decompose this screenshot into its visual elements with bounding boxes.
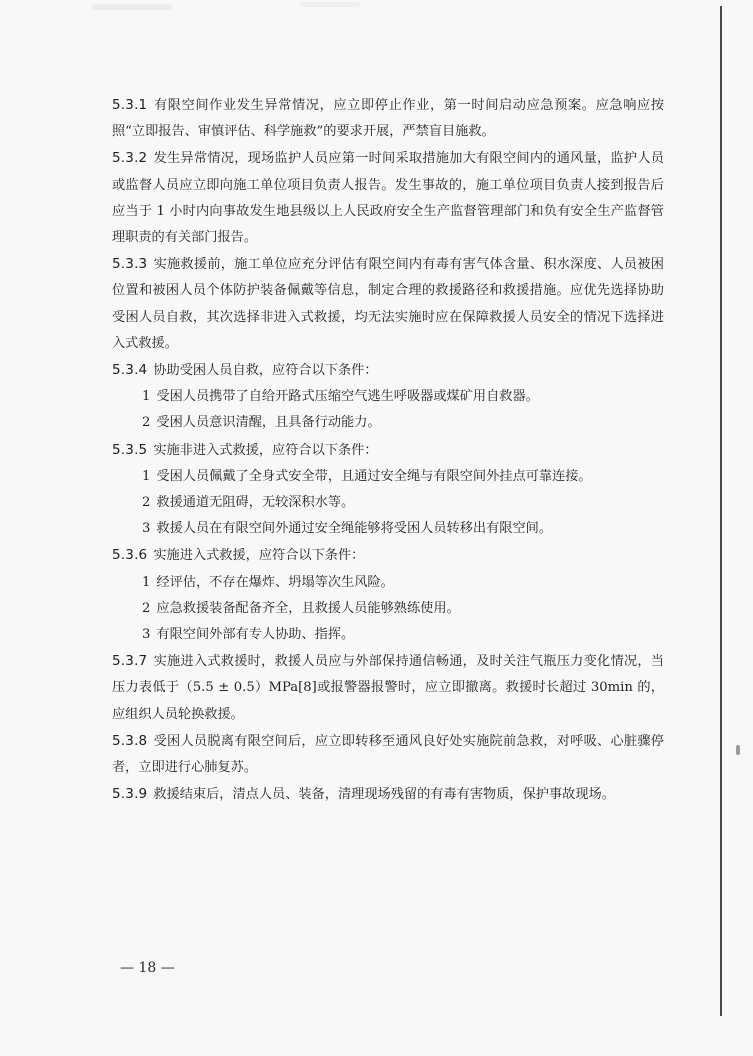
- item-text: 救援人员在有限空间外通过安全绳能够将受困人员转移出有限空间。: [156, 521, 553, 537]
- item-text: 受困人员意识清醒，且具备行动能力。: [156, 415, 381, 431]
- section-text: 实施救援前，施工单位应充分评估有限空间内有毒有害气体含量、积水深度、人员被困位置和被困人员个体防护装备佩戴等信息，制定合理的救援路径和救援措施。应优先选择协助受困人员自救，其次选择非进入式救援，均无法实施时应在保障救援人员安全的情况下选择进入式救援。: [112, 257, 664, 351]
- section-number: 5.3.1: [112, 97, 148, 113]
- scan-artifact: [92, 4, 172, 10]
- section-text: 受困人员脱离有限空间后，应立即转移至通风良好处实施院前急救，对呼吸、心脏骤停者，立即进行心肺复苏。: [112, 733, 664, 776]
- page-edge-line: [720, 6, 722, 1016]
- section-text: 发生异常情况，现场监护人员应第一时间采取措施加大有限空间内的通风量，监护人员或监督人员应立即向施工单位项目负责人报告。发生事故的，施工单位项目负责人接到报告后应当于 1 小时内向事故发生地县级以上人民政府安全生产监督管理部门和负有安全生产监督管理职责的有关部门报告。: [112, 151, 664, 246]
- section-number: 5.3.4: [112, 362, 148, 379]
- item-number: 2: [142, 600, 151, 616]
- section-number: 5.3.2: [112, 150, 148, 167]
- item-number: 3: [142, 521, 151, 537]
- section-5-3-4: [112, 357, 664, 384]
- list-item: [112, 490, 664, 516]
- item-number: 3: [142, 627, 151, 643]
- section-5-3-3: [112, 251, 664, 357]
- section-text: 协助受困人员自救，应符合以下条件：: [153, 363, 378, 379]
- document-body: [112, 92, 664, 808]
- item-text: 救援通道无阻碍，无较深积水等。: [156, 495, 355, 511]
- section-5-3-7: [112, 648, 664, 728]
- section-number: 5.3.9: [112, 786, 148, 803]
- item-number: 1: [142, 468, 151, 484]
- item-text: 受困人员携带了自给开路式压缩空气逃生呼吸器或煤矿用自救器。: [156, 389, 539, 405]
- section-text: 救援结束后，清点人员、装备，清理现场残留的有毒有害物质，保护事故现场。: [153, 787, 615, 803]
- scan-artifact: [300, 2, 360, 7]
- section-number: 5.3.5: [112, 441, 148, 458]
- item-text: 受困人员佩戴了全身式安全带，且通过安全绳与有限空间外挂点可靠连接。: [156, 468, 592, 484]
- item-text: 应急救援装备配备齐全，且救援人员能够熟练使用。: [156, 600, 460, 616]
- section-number: 5.3.3: [112, 256, 148, 273]
- list-item: [112, 384, 664, 410]
- section-5-3-8: [112, 728, 664, 781]
- item-number: 2: [142, 495, 151, 511]
- section-5-3-6: [112, 542, 664, 569]
- section-text: 有限空间作业发生异常情况，应立即停止作业，第一时间启动应急预案。应急响应按照“立即报告、审慎评估、科学施救”的要求开展，严禁盲目施救。: [112, 98, 664, 140]
- list-item: [112, 596, 664, 622]
- item-text: 经评估，不存在爆炸、坍塌等次生风险。: [156, 574, 394, 590]
- section-number: 5.3.7: [112, 653, 148, 670]
- section-5-3-2: [112, 145, 664, 251]
- item-number: 1: [142, 389, 151, 405]
- list-item: [112, 464, 664, 490]
- section-text: 实施进入式救援，应符合以下条件：: [153, 548, 365, 564]
- item-number: 1: [142, 574, 151, 590]
- section-number: 5.3.8: [112, 732, 148, 749]
- list-item: [112, 622, 664, 648]
- list-item: [112, 410, 664, 436]
- section-text: 实施非进入式救援，应符合以下条件：: [153, 442, 378, 458]
- section-5-3-5: [112, 437, 664, 464]
- section-5-3-9: [112, 781, 664, 808]
- page-number: — 18 —: [120, 960, 175, 976]
- item-number: 2: [142, 415, 151, 431]
- item-text: 有限空间外部有专人协助、指挥。: [156, 627, 355, 643]
- section-number: 5.3.6: [112, 547, 148, 564]
- scan-artifact: [736, 745, 740, 755]
- list-item: [112, 570, 664, 596]
- section-text: 实施进入式救援时，救援人员应与外部保持通信畅通，及时关注气瓶压力变化情况，当压力表低于（5.5 ± 0.5）MPa[8]或报警器报警时，应立即撤离。救援时长超过 30min 的，应组织人员轮换救援。: [112, 654, 664, 722]
- section-5-3-1: [112, 92, 664, 145]
- list-item: [112, 516, 664, 542]
